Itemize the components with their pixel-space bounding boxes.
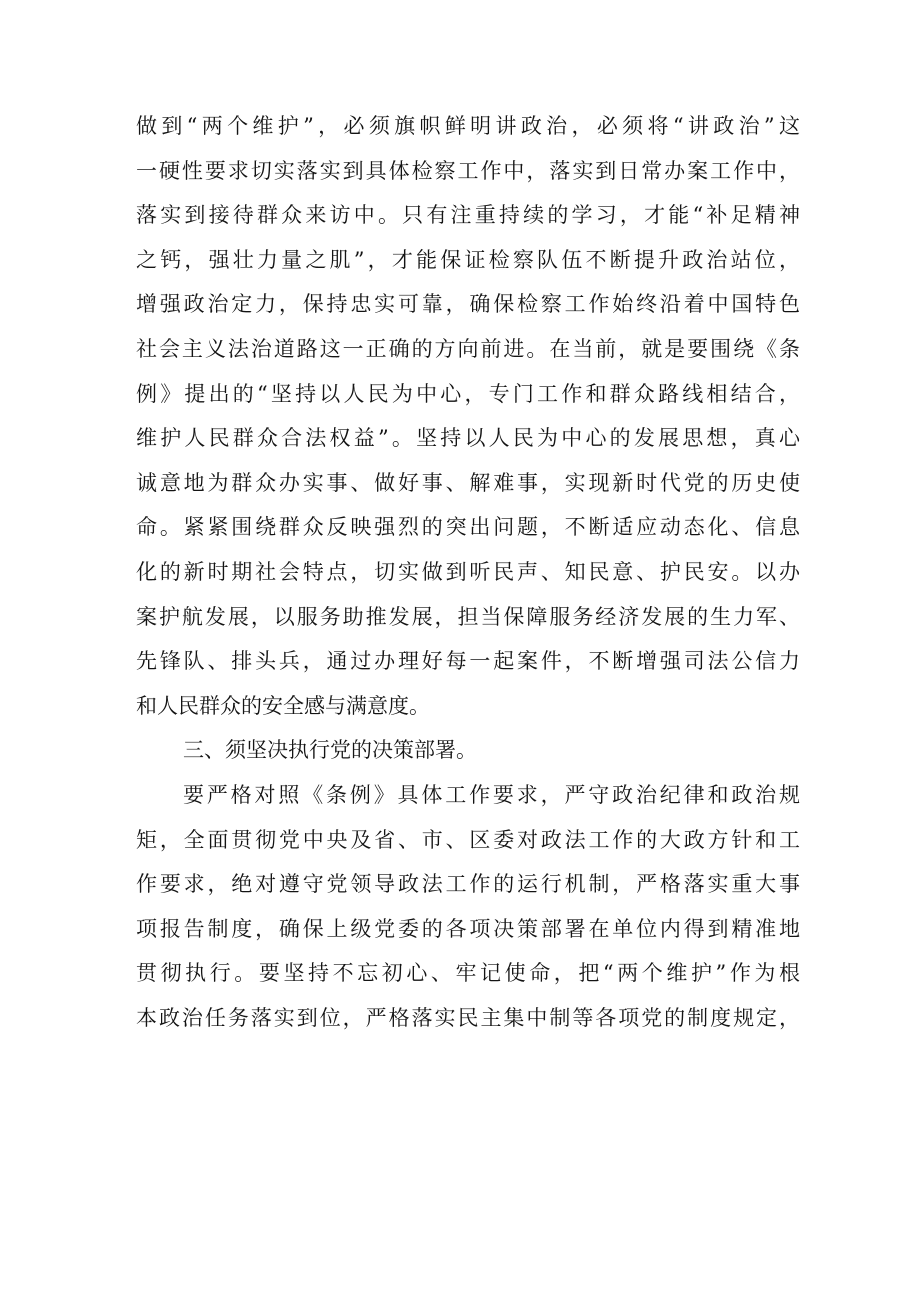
text-line: 贯彻执行。要坚持不忘初心、牢记使命，把“两个维护”作为根 xyxy=(136,961,800,986)
paragraph-1 xyxy=(136,104,800,728)
text-line: 化的新时期社会特点，切实做到听民声、知民意、护民安。以办 xyxy=(136,559,800,584)
text-line: 例》提出的“坚持以人民为中心，专门工作和群众路线相结合， xyxy=(136,381,800,406)
text-line: 作要求，绝对遵守党领导政法工作的运行机制，严格落实重大事 xyxy=(136,872,800,897)
text-line: 落实到接待群众来访中。只有注重持续的学习，才能“补足精神 xyxy=(136,203,800,228)
text-line: 要严格对照《条例》具体工作要求，严守政治纪律和政治规 xyxy=(183,782,800,807)
text-line: 维护人民群众合法权益”。坚持以人民为中心的发展思想，真心 xyxy=(136,426,800,451)
text-line: 和人民群众的安全感与满意度。 xyxy=(136,693,430,718)
text-line: 社会主义法治道路这一正确的方向前进。在当前，就是要围绕《条 xyxy=(136,336,800,361)
paragraph-2 xyxy=(136,773,800,1041)
text-line: 项报告制度，确保上级党委的各项决策部署在单位内得到精准地 xyxy=(136,916,800,941)
section-heading: 三、须坚决执行党的决策部署。 xyxy=(183,738,477,763)
text-line: 一硬性要求切实落实到具体检察工作中，落实到日常办案工作中， xyxy=(136,158,800,183)
text-line: 增强政治定力，保持忠实可靠，确保检察工作始终沿着中国特色 xyxy=(136,292,800,317)
text-line: 案护航发展，以服务助推发展，担当保障服务经济发展的生力军、 xyxy=(136,604,800,629)
text-line: 做到“两个维护”，必须旗帜鲜明讲政治，必须将“讲政治”这 xyxy=(136,114,800,138)
text-line: 诚意地为群众办实事、做好事、解难事，实现新时代党的历史使 xyxy=(136,470,800,495)
text-line: 先锋队、排头兵，通过办理好每一起案件，不断增强司法公信力 xyxy=(136,649,800,674)
text-line: 之钙，强壮力量之肌”，才能保证检察队伍不断提升政治站位， xyxy=(136,247,800,272)
text-line: 命。紧紧围绕群众反映强烈的突出问题，不断适应动态化、信息 xyxy=(136,515,800,540)
text-line: 矩，全面贯彻党中央及省、市、区委对政法工作的大政方针和工 xyxy=(136,827,800,852)
document-body xyxy=(136,104,800,1040)
text-line: 本政治任务落实到位，严格落实民主集中制等各项党的制度规定， xyxy=(136,1005,800,1030)
